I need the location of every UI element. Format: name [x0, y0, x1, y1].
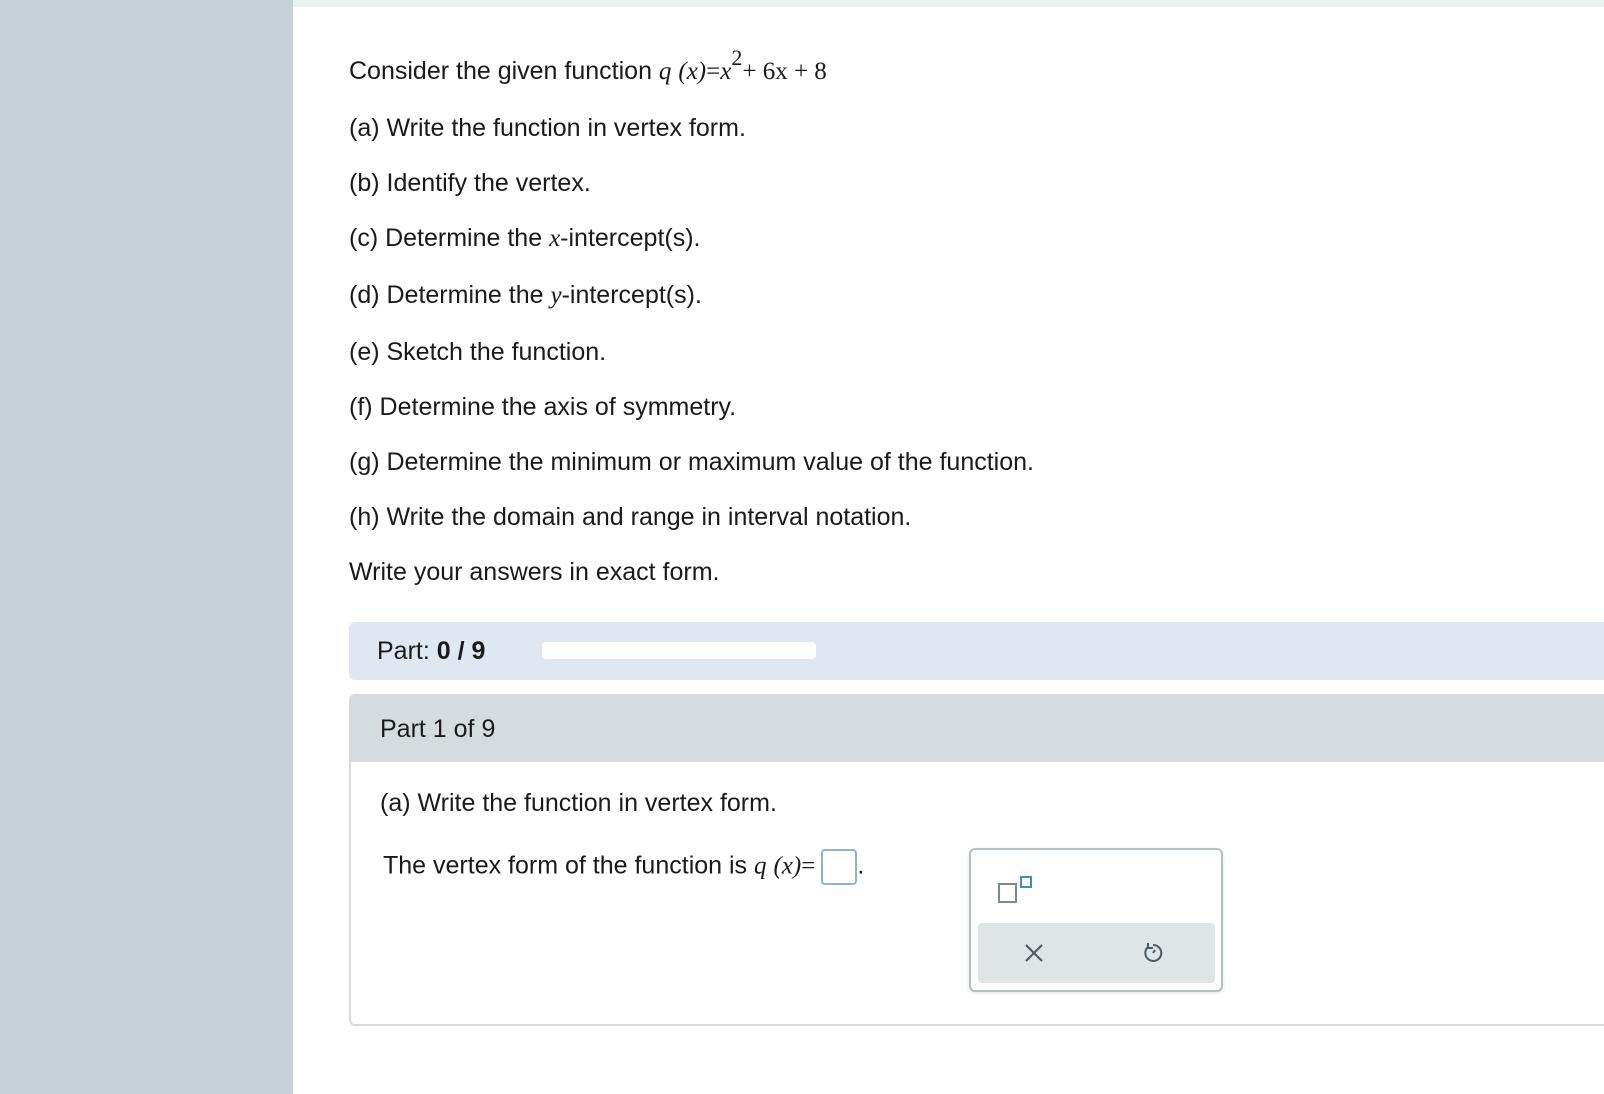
part-f-prefix: (f) Determine the axis of symmetry.	[349, 393, 737, 421]
answer-fn-arg: (x)	[773, 852, 802, 880]
function-x: x	[720, 58, 732, 85]
part-f-text	[349, 392, 736, 422]
part-d-var: y	[550, 282, 562, 309]
answer-eq: =	[801, 852, 816, 880]
part-a-text	[349, 113, 746, 143]
part-card-question: (a) Write the function in vertex form.	[380, 789, 777, 817]
clear-icon[interactable]	[1016, 937, 1052, 969]
part-c-text	[349, 223, 700, 254]
clear-icon-svg	[1023, 942, 1045, 964]
math-palette	[969, 848, 1223, 992]
part-a-prefix: (a) Write the function in vertex form.	[349, 114, 746, 142]
function-eq: =	[706, 58, 721, 85]
part-h-prefix: (h) Write the domain and range in interval notation.	[349, 503, 912, 531]
part-e-prefix: (e) Sketch the function.	[349, 338, 607, 366]
part-b-text	[349, 168, 591, 198]
part-b-prefix: (b) Identify the vertex.	[349, 169, 591, 197]
undo-icon-svg	[1141, 941, 1165, 965]
answer-prefix: The vertex form of the function is	[383, 851, 754, 880]
superscript-base-box	[998, 883, 1017, 903]
part-card-title: Part 1 of 9	[380, 715, 496, 743]
progress-value: 0 / 9	[436, 637, 486, 665]
answer-suffix: .	[857, 851, 865, 880]
intro-text: Consider the given function	[349, 57, 659, 85]
progress-label-text: Part:	[377, 637, 437, 665]
part-g-prefix: (g) Determine the minimum or maximum value of the function.	[349, 448, 1034, 476]
part-card-header	[351, 696, 1604, 762]
function-rest: + 6x + 8	[742, 58, 827, 85]
palette-actions	[978, 923, 1215, 983]
progress-track	[542, 642, 816, 659]
problem-intro	[349, 45, 827, 87]
answer-fn-name: q	[754, 852, 767, 880]
part-h-text	[349, 502, 911, 532]
part-d-suffix: -intercept(s).	[561, 281, 702, 309]
part-d-prefix: (d) Determine the	[349, 281, 551, 309]
left-sidebar	[0, 0, 293, 1094]
superscript-exponent-box	[1020, 876, 1032, 888]
function-arg: (x)	[678, 58, 707, 85]
progress-label	[377, 636, 485, 666]
function-name: q	[658, 58, 672, 85]
answer-input[interactable]	[821, 849, 857, 885]
superscript-icon[interactable]	[998, 876, 1038, 908]
part-e-text	[349, 337, 606, 367]
instruction-text: Write your answers in exact form.	[349, 558, 720, 586]
function-exponent: 2	[731, 45, 743, 70]
part-c-var: x	[549, 225, 561, 252]
part-c-suffix: -intercept(s).	[560, 224, 701, 252]
part-d-text	[349, 280, 702, 311]
answer-line	[383, 849, 864, 885]
undo-icon[interactable]	[1135, 937, 1171, 969]
part-c-prefix: (c) Determine the	[349, 224, 550, 252]
progress-bar-container	[349, 622, 1604, 680]
part-g-text	[349, 447, 1034, 477]
